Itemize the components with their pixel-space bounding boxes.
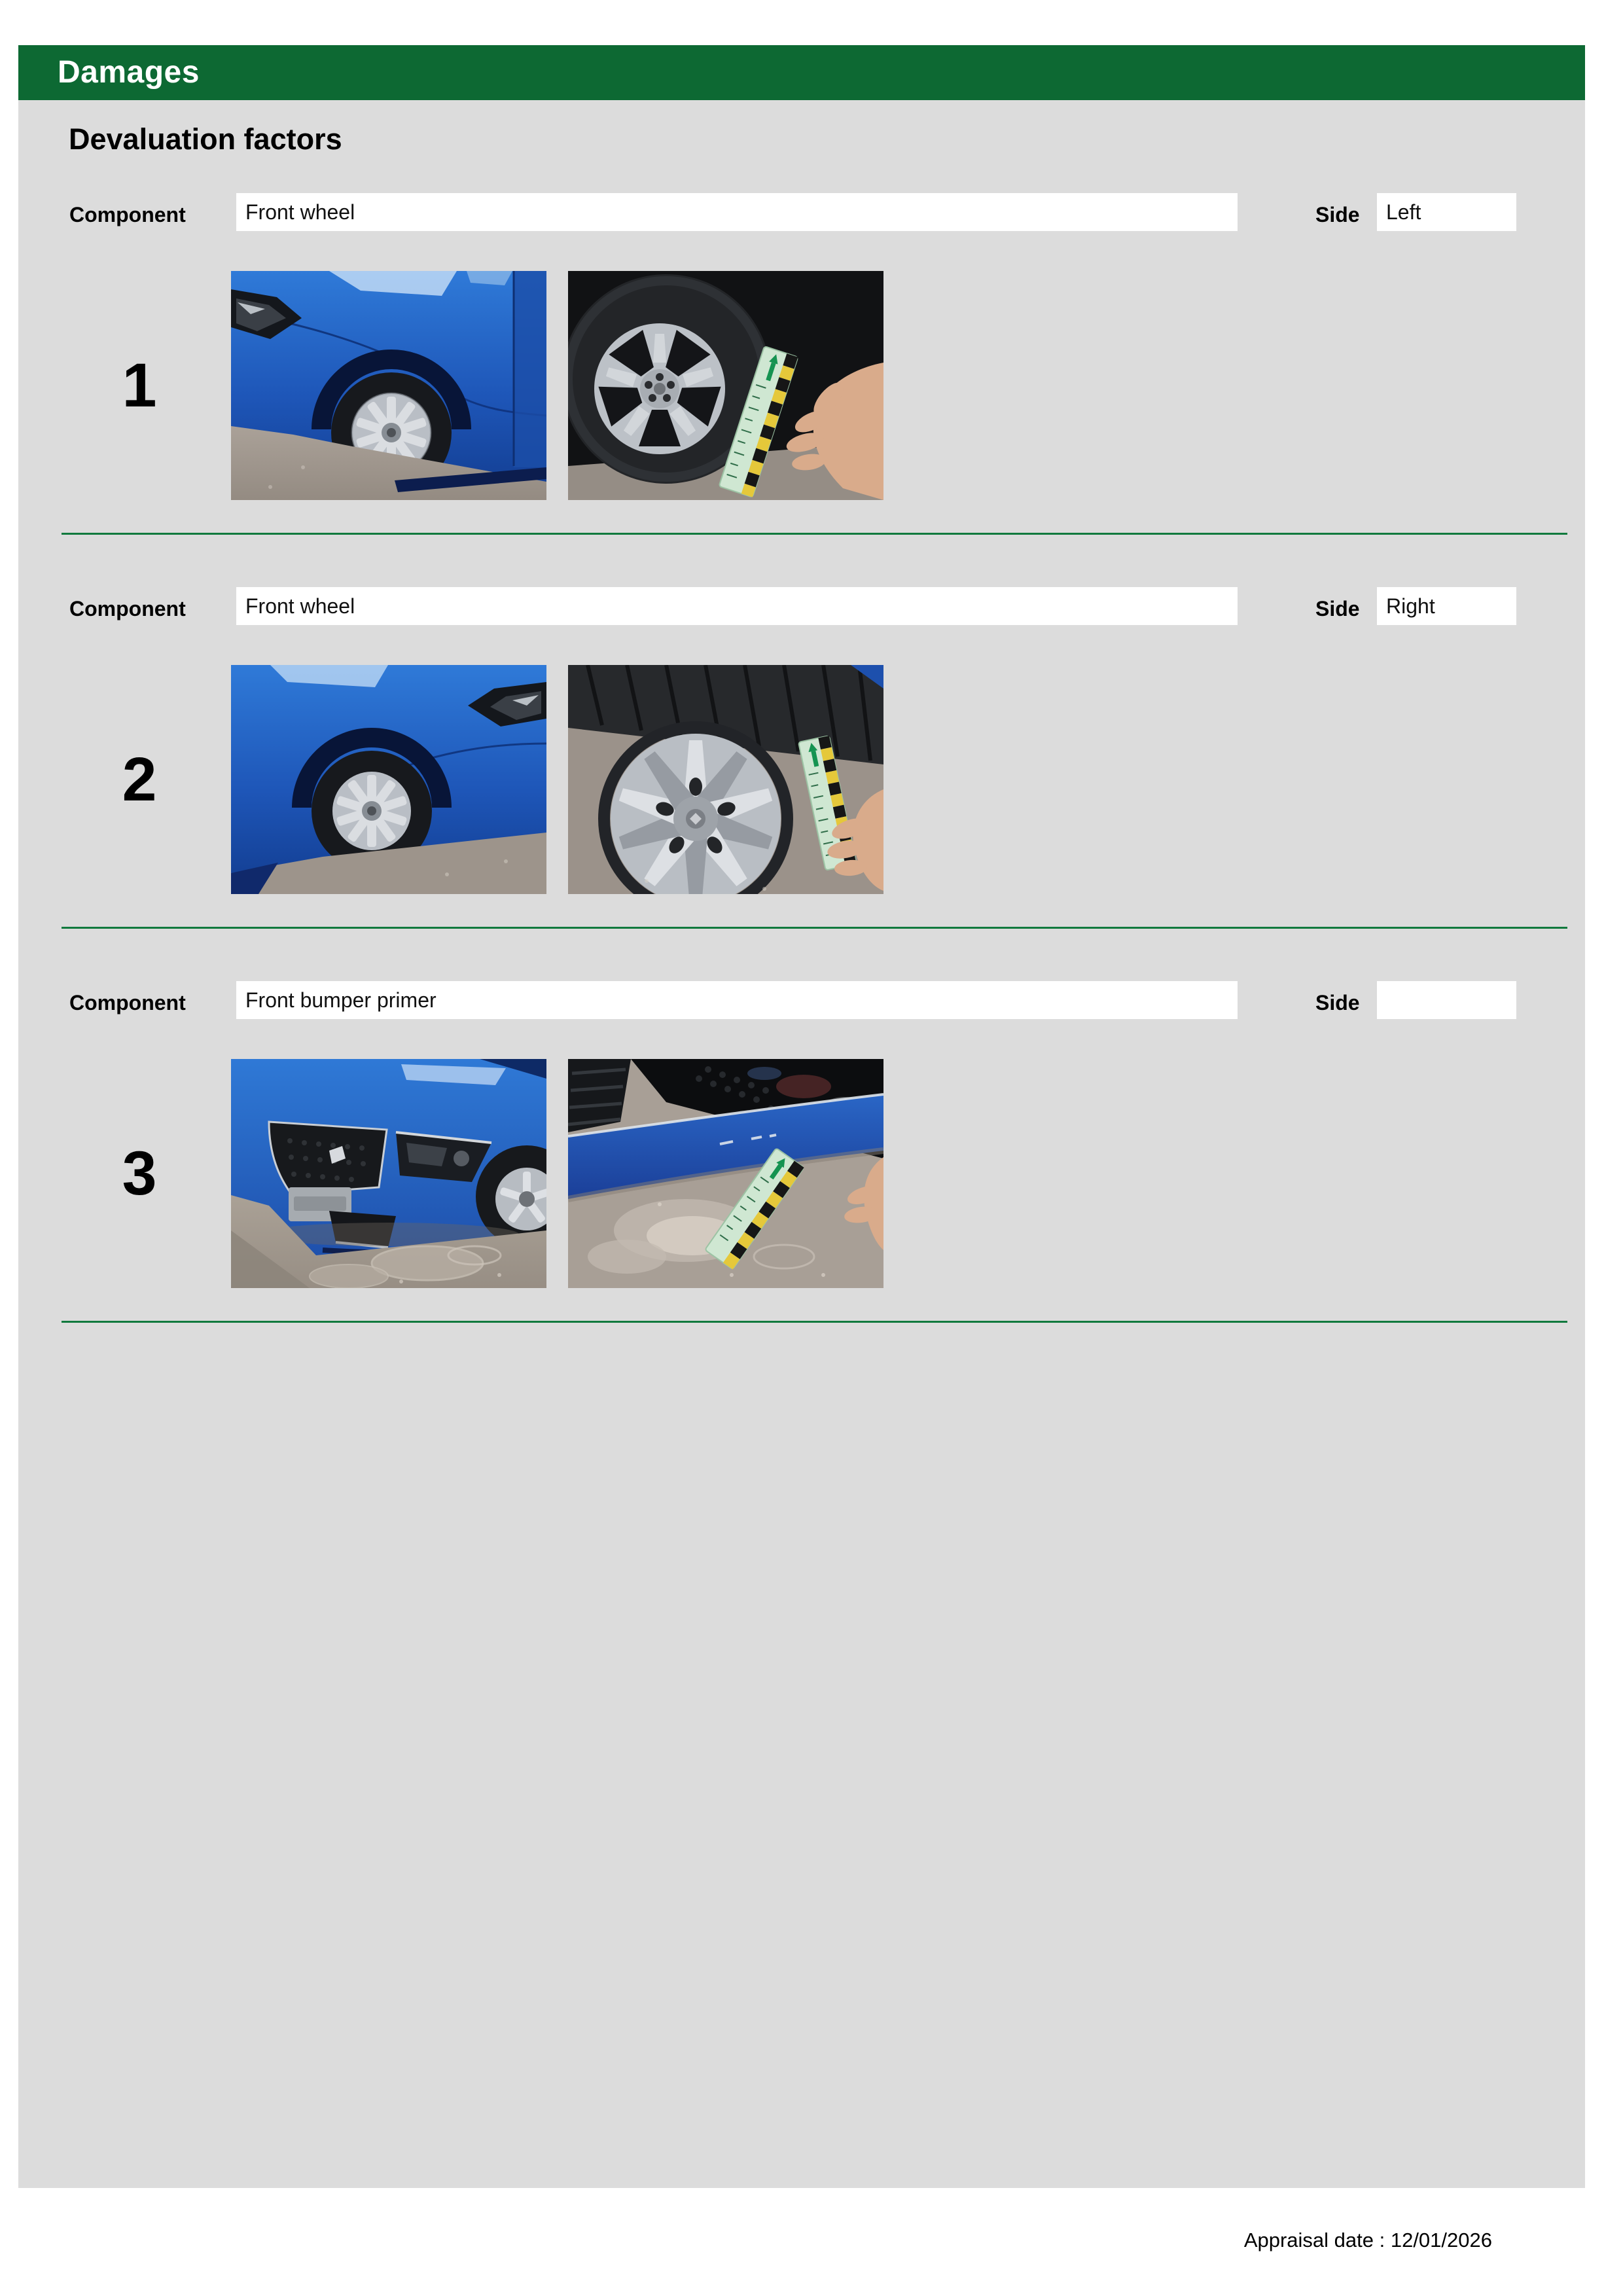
damage-number: 3 (122, 1139, 157, 1208)
row-separator (62, 533, 1567, 535)
component-label: Component (69, 991, 186, 1014)
section-header-bar (18, 45, 1585, 100)
appraisal-date: Appraisal date : 12/01/2026 (1243, 2229, 1492, 2251)
photo-front-left-fender-wheel (231, 271, 546, 500)
component-field[interactable] (236, 981, 1238, 1019)
section-title: Devaluation factors (69, 122, 342, 156)
component-value: Front bumper primer (245, 988, 437, 1012)
component-field[interactable] (236, 587, 1238, 625)
page-title: Damages (58, 55, 200, 90)
photo-front-right-fender-wheel (231, 665, 546, 894)
component-label: Component (69, 597, 186, 620)
damage-row-3 (18, 981, 1585, 1348)
damages-panel (18, 45, 1585, 2188)
side-value: Right (1386, 594, 1435, 618)
side-value: Left (1386, 200, 1421, 224)
component-label: Component (69, 203, 186, 226)
damage-number: 2 (122, 745, 157, 814)
photo-wheel-tread-closeup-scale (568, 665, 883, 894)
side-label: Side (1315, 991, 1360, 1014)
photo-front-bumper-closeup-scale (568, 1059, 883, 1288)
side-field[interactable] (1377, 193, 1516, 231)
damage-number: 1 (122, 351, 157, 420)
row-separator (62, 927, 1567, 929)
side-label: Side (1315, 597, 1360, 620)
side-label: Side (1315, 203, 1360, 226)
photo-wheel-closeup-scale (568, 271, 883, 500)
photo-car-front-view (231, 1059, 546, 1288)
component-value: Front wheel (245, 594, 355, 618)
component-field[interactable] (236, 193, 1238, 231)
side-field[interactable] (1377, 587, 1516, 625)
side-value (1377, 988, 1386, 1012)
row-separator (62, 1321, 1567, 1323)
damage-row-1 (18, 193, 1585, 560)
damage-row-2 (18, 587, 1585, 954)
side-field[interactable] (1377, 981, 1516, 1019)
component-value: Front wheel (245, 200, 355, 224)
